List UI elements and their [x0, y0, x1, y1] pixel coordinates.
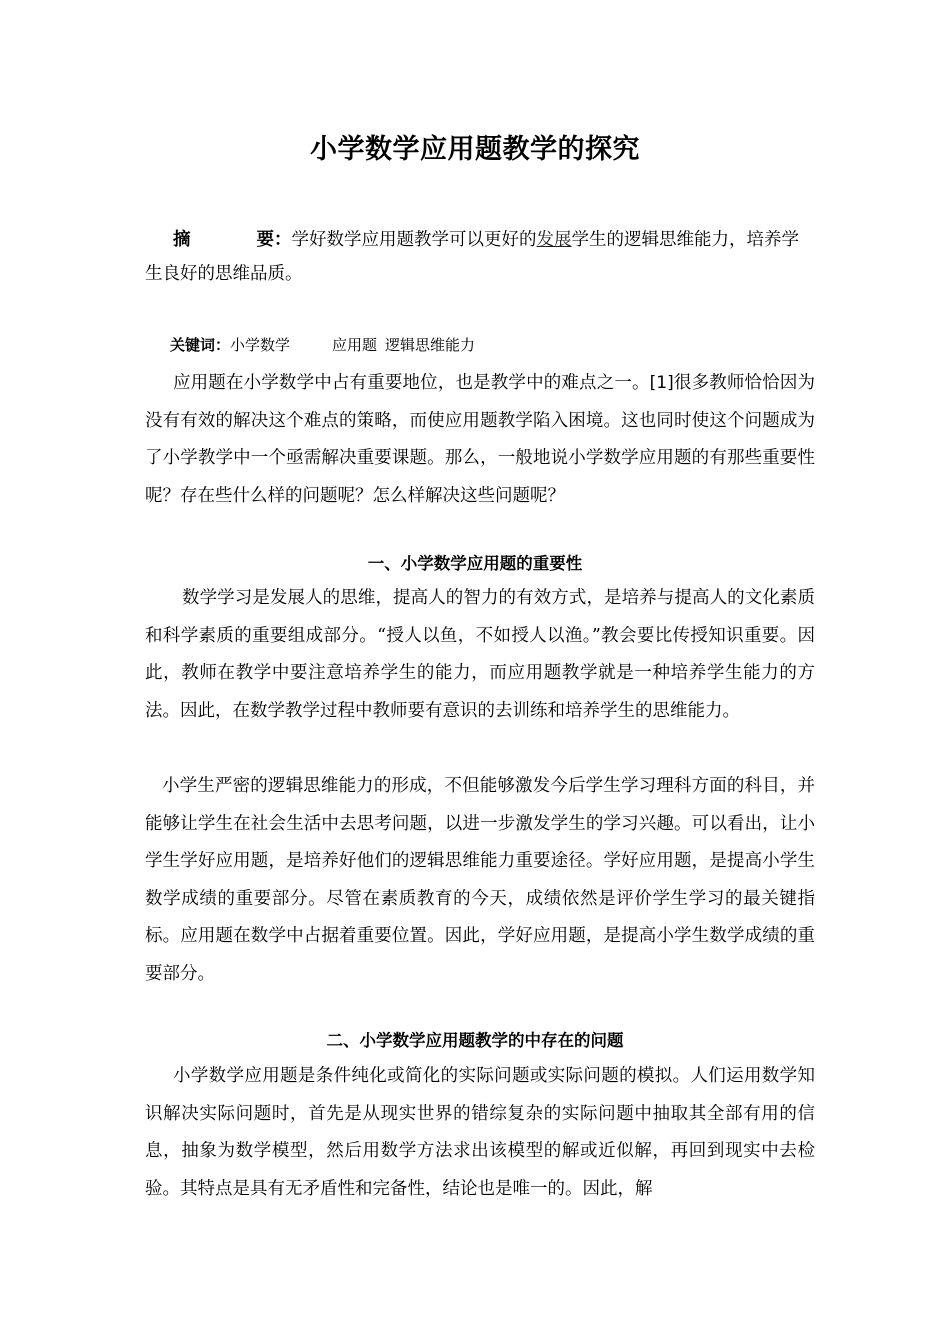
- keyword-item: 逻辑思维能力: [385, 336, 476, 354]
- section-1-paragraph-1: 数学学习是发展人的思维，提高人的智力的有效方式，是培养与提高人的文化素质和科学素质的重要组成部分。“授人以鱼，不如授人以渔。”教会要比传授知识重要。因此，教师在教学中要注意培养学生的能力，而应用题教学就是一种培养学生能力的方法。因此，在数学教学过程中教师要有意识的去训练和培养学生的思维能力。: [145, 588, 815, 721]
- citation-link[interactable]: [1]: [649, 373, 674, 393]
- abstract-text-end: 学生的逻辑思维能力，培养学生良好的思维品质。: [145, 230, 799, 284]
- section-1-paragraph-2: 小学生严密的逻辑思维能力的形成，不但能够激发今后学生学习理科方面的科目，并能够让学生在社会生活中去思考问题，以进一步激发学生的学习兴趣。可以看出，让小学生学好应用题，是培养好他们的逻辑思维能力重要途径。学好应用题，是提高小学生数学成绩的重要部分。尽管在素质教育的今天，成绩依然是评价学生学习的最关键指标。应用题在数学中占据着重要位置。因此，学好应用题，是提高小学生数学成绩的重要部分。: [145, 776, 815, 984]
- keywords: [170, 333, 475, 357]
- document-title: 小学数学应用题教学的探究: [310, 134, 640, 165]
- section-2-heading: 二、小学数学应用题教学的中存在的问题: [326, 1031, 624, 1050]
- keywords-label: 关键词：: [170, 336, 231, 354]
- section-2-paragraph-1: 小学数学应用题是条件纯化或简化的实际问题或实际问题的模拟。人们运用数学知识解决实际问题时，首先是从现实世界的错综复杂的实际问题中抽取其全部有用的信息，抽象为数学模型，然后用数学方法求出该模型的解或近似解，再回到现实中去检验。其特点是具有无矛盾性和完备性，结论也是唯一的。因此，解: [145, 1066, 815, 1199]
- abstract-label-first: 摘: [173, 230, 191, 250]
- abstract-label-second: 要：: [256, 230, 292, 250]
- abstract-text-start: 学好数学应用题教学可以更好的: [291, 230, 537, 250]
- keyword-item: 小学数学: [230, 336, 291, 354]
- intro-text-start: 应用题在小学数学中占有重要地位，也是教学中的难点之一。: [173, 373, 650, 393]
- intro-paragraph: [145, 365, 815, 515]
- section-1-heading: 一、小学数学应用题的重要性: [367, 554, 583, 573]
- keyword-item: 应用题: [332, 336, 378, 354]
- abstract: [145, 223, 815, 291]
- abstract-link[interactable]: 发展: [536, 230, 572, 250]
- intro-text-end: 很多教师恰恰因为没有有效的解决这个难点的策略，而使应用题教学陷入困境。这也同时使这个问题成为了小学教学中一个亟需解决重要课题。那么，一般地说小学数学应用题的有那些重要性呢？存在些什么样的问题呢？怎么样解决这些问题呢？: [145, 373, 816, 506]
